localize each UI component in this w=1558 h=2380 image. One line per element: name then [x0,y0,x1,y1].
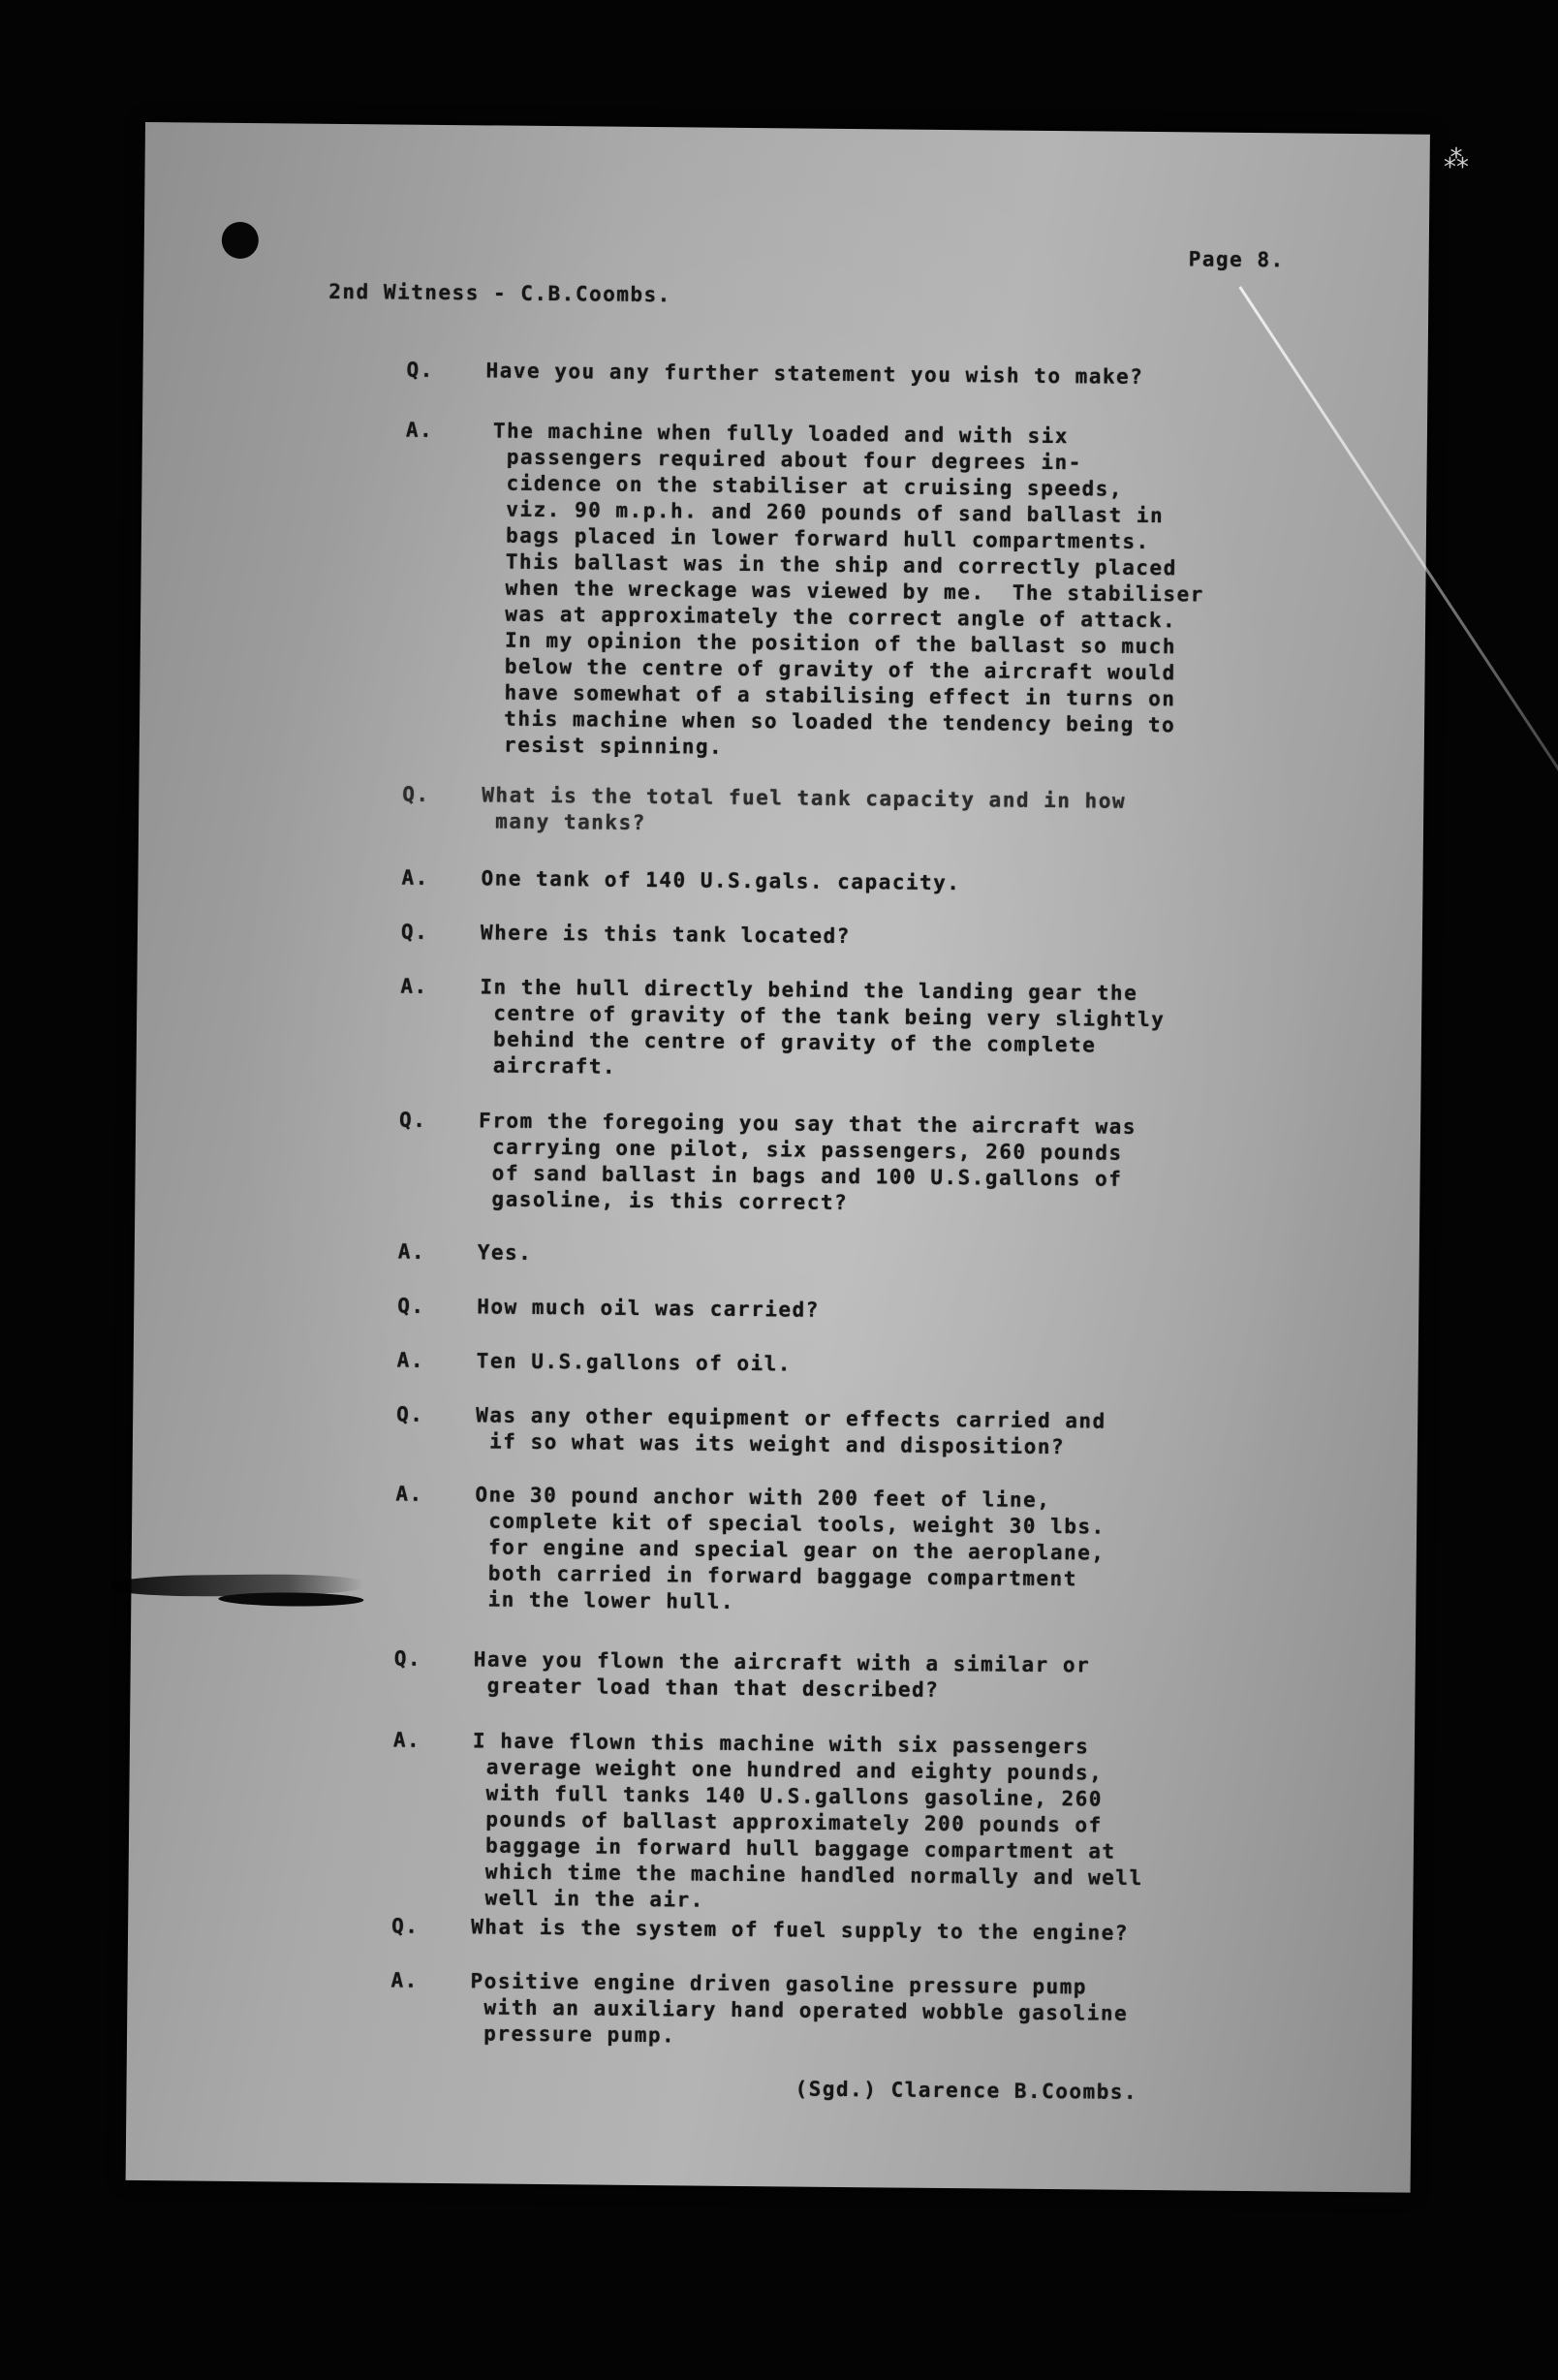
qa-label: A. [396,1348,425,1372]
qa-label: Q. [402,782,430,806]
qa-text: One 30 pound anchor with 200 feet of line, complete kit of special tools, weight 30 lbs. for engine and special gear on the aeroplane, both carried in forward baggage compartment in the lower hull. [474,1483,1106,1613]
qa-label: A. [390,1968,420,1992]
qa-text: Yes. [477,1240,533,1265]
qa-label: Q. [397,1294,425,1318]
qa-text: From the foregoing you say that the aircraft was carrying one pilot, six passengers, 260 pounds of sand ballast in bags and 100 U.S.gallons of gasoline, is this correct? [478,1109,1137,1215]
qa-label: Q. [396,1402,424,1426]
punch-hole [222,222,259,259]
qa-label: A. [400,974,428,998]
qa-text: How much oil was carried? [477,1295,820,1322]
qa-text: The machine when fully loaded and with six passengers required about four degrees in- cidence on the stabiliser at cruising speeds, viz. 90 m.p.h. and 260 pounds of sand ballast in bags placed in lower forward hull compartments. This ballast was in the ship and correctly placed when the wreckage was viewed by me. The stabiliser was at approximately the correct angle of attack. In my opinion the position of the ballast so much below the centre of gravity of the aircraft would have somewhat of a stabilising effect in turns on this machine when so loaded the tendency being to resist spinning. [489,419,1204,759]
paper-crease [1238,286,1558,902]
typed-page [126,122,1430,2193]
qa-label: Q. [399,1108,427,1132]
qa-text: Have you flown the aircraft with a similar or greater load than that described? [473,1647,1091,1702]
signature-line: (Sgd.) Clarence B.Coombs. [795,2077,1138,2104]
qa-label: A. [395,1482,423,1506]
qa-text: Where is this tank located? [480,921,851,949]
qa-label: Q. [400,920,429,944]
qa-text: One tank of 140 U.S.gals. capacity. [481,866,961,895]
qa-label: Q. [406,358,434,382]
qa-label: Q. [393,1646,422,1671]
witness-heading: 2nd Witness - C.B.Coombs. [328,279,672,307]
qa-text: In the hull directly behind the landing gear the centre of gravity of the tank being very slightly behind the centre of gravity of the complete aircraft. [479,975,1166,1079]
qa-text: Was any other equipment or effects carried and if so what was its weight and disposition? [475,1403,1106,1459]
ink-smudge-core [218,1592,363,1607]
qa-label: A. [405,418,434,442]
qa-label: A. [392,1728,421,1752]
page-number: Page 8. [1188,247,1285,272]
film-edge-mark: ⁂ [1444,145,1469,174]
qa-text: I have flown this machine with six passengers average weight one hundred and eighty pounds, with full tanks 140 U.S.gallons gasoline, 260 pounds of ballast approximately 200 pounds of baggage in forward hull baggage compartment at which time the machine handled normally and well well in the air. [471,1729,1143,1912]
qa-text: What is the system of fuel supply to the engine? [471,1915,1130,1945]
qa-text: Have you any further statement you wish to make? [485,359,1144,389]
qa-label: A. [397,1239,426,1264]
qa-text: Positive engine driven gasoline pressure pump with an auxiliary hand operated wobble gasoline pressure pump. [469,1969,1129,2048]
qa-label: Q. [391,1914,420,1938]
qa-text: Ten U.S.gallons of oil. [476,1349,793,1376]
qa-label: A. [401,865,429,890]
qa-text: What is the total fuel tank capacity and in how many tanks? [481,783,1127,834]
